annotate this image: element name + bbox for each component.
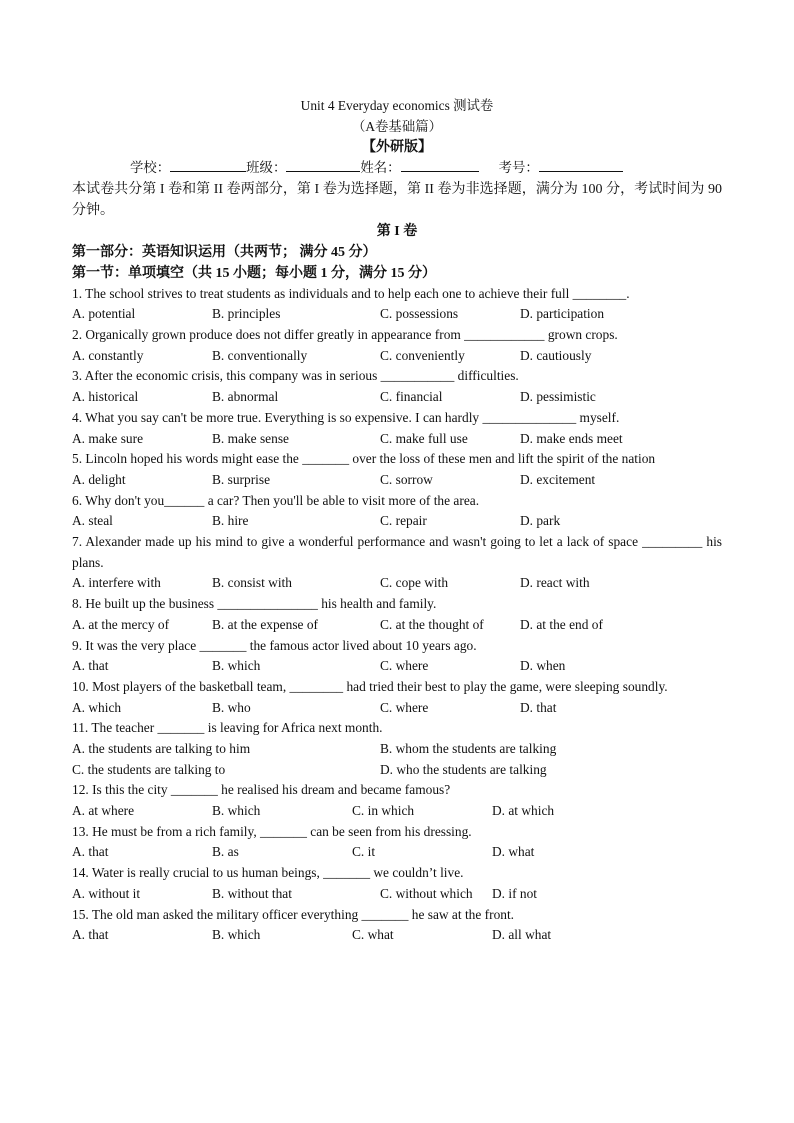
question-item (72, 718, 722, 780)
exam-no-label: 考号： (498, 160, 539, 175)
question-stem: 11. The teacher _______ is leaving for Africa next month. (72, 720, 383, 736)
answer-option: D. all what (492, 927, 552, 943)
option-row (72, 387, 722, 408)
option-row (72, 739, 722, 760)
answer-option: D. when (520, 658, 566, 674)
exam-title: Unit 4 Everyday economics 测试卷 (300, 98, 494, 113)
question-item (72, 822, 722, 863)
class-label: 班级： (246, 160, 287, 175)
question-stem: 9. It was the very place _______ the famous actor lived about 10 years ago. (72, 637, 477, 653)
answer-option: B. whom the students are talking (380, 741, 557, 757)
option-row (72, 760, 722, 781)
option-row (72, 573, 722, 594)
answer-option: C. at the thought of (380, 616, 484, 632)
answer-option: C. make full use (380, 430, 468, 446)
question-stem: 2. Organically grown produce does not differ greatly in appearance from ____________ grown crops. (72, 327, 618, 343)
question-item (72, 491, 722, 532)
answer-option: C. repair (380, 513, 427, 529)
question-item (72, 408, 722, 449)
answer-option: C. conveniently (380, 347, 465, 363)
question-stem: 8. He built up the business _______________ his health and family. (72, 596, 437, 612)
option-row (72, 346, 722, 367)
option-row (72, 304, 722, 325)
section1-title: 第一节：单项填空（共 15 小题；每小题 1 分，满分 15 分） (72, 265, 436, 281)
answer-option: A. without it (72, 885, 141, 901)
answer-option: B. surprise (212, 471, 271, 487)
answer-option: A. the students are talking to him (72, 741, 251, 757)
question-item (72, 905, 722, 946)
answer-option: B. make sense (212, 430, 289, 446)
name-label: 姓名： (360, 160, 401, 175)
option-row (72, 429, 722, 450)
answer-option: B. which (212, 927, 261, 943)
question-stem: 7. Alexander made up his mind to give a wonderful performance and wasn't going to let a lack of space _________ his plans. (72, 534, 722, 570)
answer-option: D. excitement (520, 471, 596, 487)
question-stem: 5. Lincoln hoped his words might ease the _______ over the loss of these men and lift the spirit of the nation (72, 451, 656, 467)
question-stem: 6. Why don't you______ a car? Then you'll be able to visit more of the area. (72, 492, 480, 508)
question-item (72, 325, 722, 366)
answer-option: D. who the students are talking (380, 761, 547, 777)
option-row (72, 656, 722, 677)
answer-option: C. without which (380, 885, 473, 901)
question-item (72, 780, 722, 821)
answer-option: B. which (212, 658, 261, 674)
school-label: 学校： (130, 160, 171, 175)
option-row (72, 698, 722, 719)
option-row (72, 801, 722, 822)
part1-title: 第一部分：英语知识运用（共两节； 满分 45 分） (72, 244, 377, 260)
question-item (72, 366, 722, 407)
answer-option: A. that (72, 658, 109, 674)
answer-option: B. conventionally (212, 347, 308, 363)
answer-option: B. which (212, 803, 261, 819)
answer-option: A. make sure (72, 430, 144, 446)
answer-option: D. park (520, 513, 561, 529)
answer-option: C. it (352, 844, 376, 860)
question-item (72, 594, 722, 635)
answer-option: D. react with (520, 575, 590, 591)
answer-option: A. at the mercy of (72, 616, 170, 632)
answer-option: B. abnormal (212, 389, 279, 405)
student-info-line (72, 158, 722, 179)
answer-option: D. if not (492, 885, 538, 901)
answer-option: B. as (212, 844, 239, 860)
answer-option: D. at the end of (520, 616, 603, 632)
name-blank (401, 158, 479, 172)
question-stem: 12. Is this the city _______ he realised his dream and became famous? (72, 782, 451, 798)
answer-option: B. who (212, 699, 251, 715)
exam-instructions: 本试卷共分第 I 卷和第 II 卷两部分，第 I 卷为选择题，第 II 卷为非选择题，满分为 100 分，考试时间为 90 分钟。 (72, 181, 722, 218)
answer-option: D. that (520, 699, 557, 715)
option-row (72, 842, 722, 863)
answer-option: C. cope with (380, 575, 449, 591)
question-list (72, 284, 722, 946)
answer-option: D. pessimistic (520, 389, 596, 405)
answer-option: A. which (72, 699, 122, 715)
class-blank (286, 158, 360, 172)
exam-subtitle: （A卷基础篇） (351, 119, 442, 134)
answer-option: B. without that (212, 885, 292, 901)
answer-option: A. that (72, 927, 109, 943)
question-stem: 10. Most players of the basketball team, ________ had tried their best to play the game, were sleeping soundly. (72, 678, 668, 694)
answer-option: A. potential (72, 306, 136, 322)
option-row (72, 884, 722, 905)
school-blank (170, 158, 246, 172)
answer-option: D. what (492, 844, 535, 860)
answer-option: C. financial (380, 389, 443, 405)
answer-option: A. delight (72, 471, 126, 487)
answer-option: A. historical (72, 389, 139, 405)
answer-option: D. cautiously (520, 347, 592, 363)
question-stem: 13. He must be from a rich family, _______ can be seen from his dressing. (72, 823, 472, 839)
edition-label: 【外研版】 (362, 140, 432, 155)
question-item (72, 636, 722, 677)
answer-option: A. at where (72, 803, 135, 819)
question-item (72, 284, 722, 325)
answer-option: B. hire (212, 513, 249, 529)
question-stem: 1. The school strives to treat students as individuals and to help each one to achieve their full ________. (72, 285, 630, 301)
question-stem: 14. Water is really crucial to us human beings, _______ we couldn’t live. (72, 865, 464, 881)
option-row (72, 925, 722, 946)
exam-page (72, 95, 722, 946)
question-item (72, 532, 722, 594)
answer-option: C. in which (352, 803, 415, 819)
question-item (72, 677, 722, 718)
answer-option: B. principles (212, 306, 281, 322)
question-item (72, 863, 722, 904)
answer-option: D. at which (492, 803, 555, 819)
volume-title: 第 I 卷 (376, 223, 418, 239)
question-item (72, 449, 722, 490)
answer-option: D. make ends meet (520, 430, 623, 446)
option-row (72, 470, 722, 491)
answer-option: C. where (380, 658, 429, 674)
answer-option: C. the students are talking to (72, 761, 226, 777)
answer-option: D. participation (520, 306, 605, 322)
exam-no-blank (539, 158, 623, 172)
question-stem: 4. What you say can't be more true. Everything is so expensive. I can hardly ______________ myself. (72, 409, 620, 425)
answer-option: A. steal (72, 513, 113, 529)
answer-option: A. that (72, 844, 109, 860)
answer-option: B. at the expense of (212, 616, 318, 632)
answer-option: A. interfere with (72, 575, 161, 591)
answer-option: B. consist with (212, 575, 292, 591)
answer-option: C. where (380, 699, 429, 715)
option-row (72, 615, 722, 636)
question-stem: 3. After the economic crisis, this company was in serious ___________ difficulties. (72, 368, 519, 384)
option-row (72, 511, 722, 532)
question-stem: 15. The old man asked the military officer everything _______ he saw at the front. (72, 906, 515, 922)
answer-option: C. what (352, 927, 394, 943)
answer-option: C. possessions (380, 306, 459, 322)
answer-option: C. sorrow (380, 471, 433, 487)
answer-option: A. constantly (72, 347, 144, 363)
